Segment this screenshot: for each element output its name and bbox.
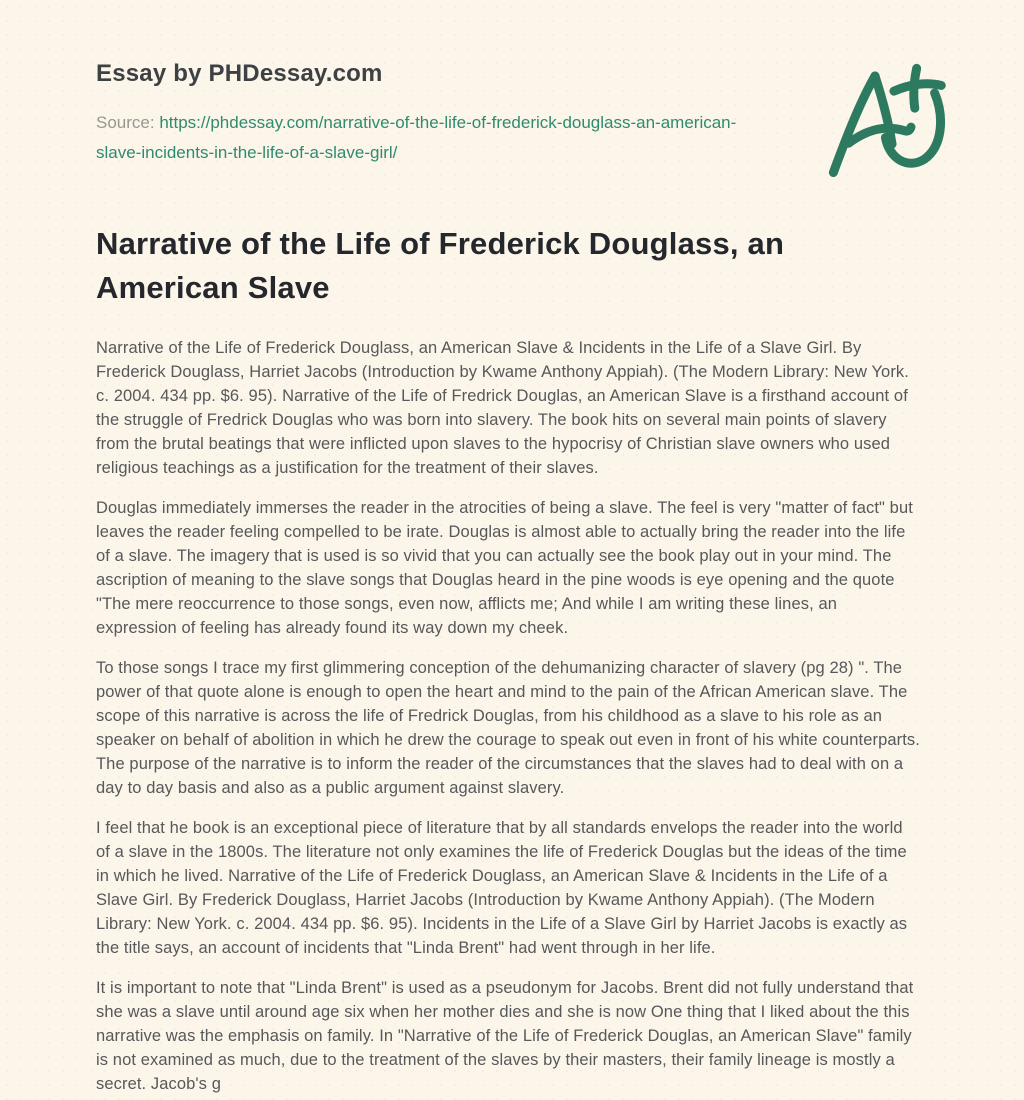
phdessay-a-plus-logo-icon — [822, 60, 964, 180]
essay-paragraph: Douglas immediately immerses the reader in the atrocities of being a slave. The feel is very "matter of fact" but leaves the reader feeling compelled to be irate. Douglas is almost able to actually bring the reader into the life of a slave. The imagery that is used is so vivid that you can actually see the book play out in your mind. The ascription of meaning to the slave songs that Douglas heard in the pine woods is eye opening and the quote "The mere reoccurrence to those songs, even now, afflicts me; And while I am writing these lines, an expression of feeling has already found its way down my cheek. — [96, 499, 913, 637]
source-label: Source: — [96, 113, 155, 132]
essay-paragraph: To those songs I trace my first glimmering conception of the dehumanizing character of slavery (pg 28) ". The power of that quote alone is enough to open the heart and mind to the pain of the African American slave. The scope of this narrative is across the life of Fredrick Douglas, from his childhood as a slave to his role as an speaker on behalf of abolition in which he drew the courage to speak out even in front of his white counterparts. The purpose of the narrative is to inform the reader of the circumstances that the slaves had to deal with on a day to day basis and also as a public argument against slavery. — [96, 659, 920, 797]
essay-paragraph: It is important to note that "Linda Brent" is used as a pseudonym for Jacobs. Brent did not fully understand that she was a slave until around age six when her mother dies and she is now One thing that I liked about the this narrative was the emphasis on family. In "Narrative of the Life of Frederick Douglas, an American Slave" family is not examined as much, due to the treatment of the slaves by their masters, their family lineage is mostly a secret. Jacob's g — [96, 979, 914, 1093]
essay-body — [96, 336, 920, 1096]
essay-title: Narrative of the Life of Frederick Douglass, an American Slave — [96, 226, 785, 305]
source-url-link[interactable]: https://phdessay.com/narrative-of-the-life-of-frederick-douglass-an-american-slave-incidents-in-the-life-of-a-slave-girl/ — [96, 113, 737, 162]
essay-paragraph: Narrative of the Life of Frederick Douglass, an American Slave & Incidents in the Life of a Slave Girl. By Frederick Douglass, Harriet Jacobs (Introduction by Kwame Anthony Appiah). (The Modern Library: New York. c. 2004. 434 pp. $6. 95). Narrative of the Life of Fredrick Douglas, an American Slave is a firsthand account of the struggle of Fredrick Douglas who was born into slavery. The book hits on several main points of slavery from the brutal beatings that were inflicted upon slaves to the hypocrisy of Christian slave owners who used religious teachings as a justification for the treatment of their slaves. — [96, 339, 909, 477]
source-block — [96, 108, 744, 168]
essay-paragraph: I feel that he book is an exceptional piece of literature that by all standards envelops the reader into the world of a slave in the 1800s. The literature not only examines the life of Frederick Douglas but the ideas of the time in which he lived. Narrative of the Life of Frederick Douglass, an American Slave & Incidents in the Life of a Slave Girl. By Frederick Douglass, Harriet Jacobs (Introduction by Kwame Anthony Appiah). (The Modern Library: New York. c. 2004. 434 pp. $6. 95). Incidents in the Life of a Slave Girl by Harriet Jacobs is exactly as the title says, an account of incidents that "Linda Brent" had went through in her life. — [96, 819, 908, 957]
essay-byline: Essay by PHDessay.com — [96, 60, 383, 87]
